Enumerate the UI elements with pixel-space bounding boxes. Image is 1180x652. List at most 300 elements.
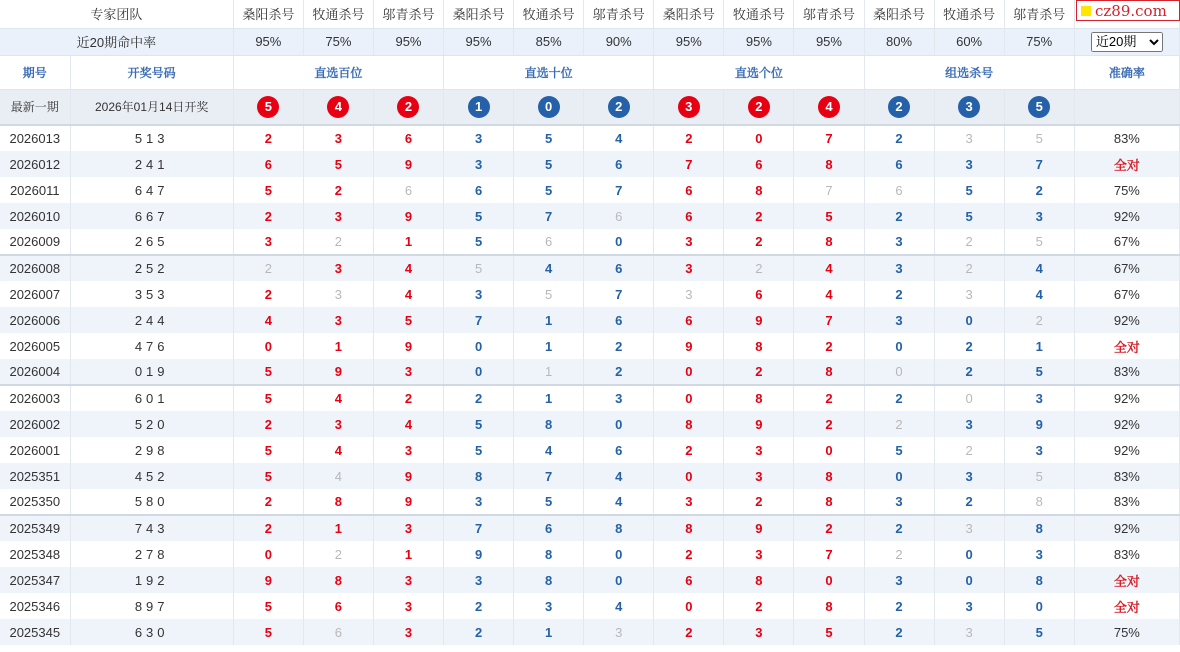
kill-cell <box>303 385 373 411</box>
kill-cell <box>934 541 1004 567</box>
kill-cell <box>233 333 303 359</box>
kill-number: 2 <box>895 546 903 562</box>
expert-row <box>0 0 1180 28</box>
kill-cell <box>724 333 794 359</box>
site-logo[interactable] <box>1076 0 1180 21</box>
kill-number: 7 <box>825 182 833 198</box>
table-row <box>0 463 1180 489</box>
draw-header: 开奖号码 <box>70 55 233 89</box>
kill-cell <box>233 177 303 203</box>
draw-number-cell: 298 <box>70 437 233 463</box>
kill-number: 3 <box>264 234 272 249</box>
kill-cell <box>444 151 514 177</box>
accuracy-cell: 全对 <box>1074 567 1179 593</box>
kill-cell <box>514 385 584 411</box>
expert-name: 牧通杀号 <box>724 0 794 28</box>
draw-number-cell: 601 <box>70 385 233 411</box>
kill-number: 0 <box>474 338 483 354</box>
kill-cell <box>724 489 794 515</box>
kill-cell <box>373 281 443 307</box>
kill-number: 2 <box>895 131 903 146</box>
kill-number: 0 <box>825 572 833 588</box>
kill-number: 1 <box>545 391 553 406</box>
hit-rate-value: 60% <box>934 28 1004 55</box>
kill-number: 3 <box>474 494 483 509</box>
kill-cell <box>373 229 443 255</box>
latest-ball: 1 <box>468 96 490 118</box>
kill-number: 5 <box>264 598 272 614</box>
kill-number: 6 <box>545 234 553 249</box>
kill-cell <box>934 437 1004 463</box>
kill-number: 2 <box>965 442 973 458</box>
kill-number: 4 <box>334 468 343 484</box>
kill-cell <box>724 255 794 281</box>
kill-cell <box>514 229 584 255</box>
kill-number: 8 <box>1035 572 1043 588</box>
period-range-select[interactable] <box>1091 32 1163 52</box>
period-cell: 2025351 <box>0 463 70 489</box>
hit-rate-value: 95% <box>724 28 794 55</box>
hit-rate-value: 90% <box>584 28 654 55</box>
logo-square-icon <box>1081 6 1091 16</box>
accuracy-cell: 92% <box>1074 307 1179 333</box>
accuracy-cell: 83% <box>1074 489 1179 515</box>
kill-cell <box>1004 515 1074 541</box>
kill-cell <box>934 567 1004 593</box>
kill-number: 2 <box>895 286 903 302</box>
kill-cell <box>724 385 794 411</box>
kill-cell <box>514 203 584 229</box>
kill-number: 5 <box>334 156 343 172</box>
kill-number: 4 <box>825 286 833 302</box>
kill-cell <box>724 359 794 385</box>
kill-number: 3 <box>1035 442 1043 458</box>
kill-cell <box>654 411 724 437</box>
kill-cell <box>934 307 1004 333</box>
kill-cell <box>724 437 794 463</box>
kill-cell <box>514 619 584 645</box>
kill-cell <box>794 333 864 359</box>
accuracy-cell: 83% <box>1074 463 1179 489</box>
kill-number: 3 <box>615 624 623 640</box>
kill-cell <box>584 437 654 463</box>
kill-cell <box>864 489 934 515</box>
table-row <box>0 437 1180 463</box>
kill-number: 6 <box>334 624 343 640</box>
kill-number: 3 <box>334 131 343 146</box>
kill-number: 9 <box>404 494 413 509</box>
kill-number: 2 <box>965 234 973 249</box>
kill-cell <box>654 463 724 489</box>
kill-number: 6 <box>334 598 343 614</box>
kill-number: 3 <box>404 572 413 588</box>
kill-cell <box>1004 203 1074 229</box>
kill-number: 3 <box>404 364 413 379</box>
kill-cell <box>514 359 584 385</box>
kill-number: 2 <box>685 624 693 640</box>
kill-cell <box>934 151 1004 177</box>
kill-number: 2 <box>1035 182 1043 198</box>
draw-number-cell: 520 <box>70 411 233 437</box>
kill-cell <box>654 489 724 515</box>
kill-cell <box>1004 385 1074 411</box>
kill-cell <box>514 567 584 593</box>
kill-number: 2 <box>264 131 272 146</box>
kill-number: 2 <box>965 494 973 509</box>
kill-number: 3 <box>404 624 413 640</box>
kill-number: 9 <box>685 338 693 354</box>
kill-number: 2 <box>755 261 763 276</box>
kill-number: 0 <box>264 546 272 562</box>
latest-label: 最新一期 <box>0 89 70 125</box>
kill-number: 7 <box>685 156 693 172</box>
accuracy-header: 准确率 <box>1074 55 1179 89</box>
kill-number: 6 <box>685 208 693 224</box>
kill-cell <box>934 463 1004 489</box>
kill-number: 3 <box>965 598 973 614</box>
kill-number: 5 <box>545 494 553 509</box>
kill-number: 9 <box>264 572 272 588</box>
kill-cell <box>514 411 584 437</box>
kill-cell <box>1004 281 1074 307</box>
kill-number: 4 <box>825 261 833 276</box>
table-row <box>0 203 1180 229</box>
draw-number-cell: 743 <box>70 515 233 541</box>
kill-cell <box>444 463 514 489</box>
kill-number: 7 <box>615 182 623 198</box>
kill-cell <box>303 203 373 229</box>
kill-cell <box>303 333 373 359</box>
kill-cell <box>1004 437 1074 463</box>
kill-number: 3 <box>334 286 343 302</box>
kill-number: 8 <box>1035 521 1043 536</box>
kill-cell <box>303 359 373 385</box>
kill-number: 2 <box>895 624 903 640</box>
draw-number-cell: 476 <box>70 333 233 359</box>
kill-number: 7 <box>825 546 833 562</box>
kill-number: 8 <box>755 572 763 588</box>
accuracy-cell: 全对 <box>1074 151 1179 177</box>
kill-number: 5 <box>965 208 973 224</box>
kill-cell <box>303 567 373 593</box>
accuracy-cell: 83% <box>1074 541 1179 567</box>
kill-number: 2 <box>755 598 763 614</box>
kill-cell <box>584 151 654 177</box>
kill-number: 5 <box>895 442 903 458</box>
hit-rate-value: 95% <box>233 28 303 55</box>
accuracy-cell: 75% <box>1074 619 1179 645</box>
kill-number: 1 <box>545 364 553 379</box>
kill-cell <box>233 437 303 463</box>
kill-number: 2 <box>474 598 483 614</box>
kill-cell <box>864 411 934 437</box>
period-cell: 2025348 <box>0 541 70 567</box>
kill-cell <box>724 411 794 437</box>
kill-cell <box>303 281 373 307</box>
kill-number: 3 <box>895 312 903 328</box>
kill-cell <box>1004 541 1074 567</box>
kill-number: 9 <box>1035 416 1043 432</box>
kill-cell <box>373 489 443 515</box>
kill-number: 4 <box>545 261 553 276</box>
kill-cell <box>303 515 373 541</box>
kill-cell <box>794 255 864 281</box>
kill-number: 2 <box>615 338 623 354</box>
kill-cell <box>724 229 794 255</box>
kill-cell <box>303 125 373 151</box>
kill-cell <box>373 593 443 619</box>
accuracy-cell: 67% <box>1074 281 1179 307</box>
kill-cell <box>794 437 864 463</box>
kill-cell <box>724 281 794 307</box>
kill-number: 2 <box>755 494 763 509</box>
kill-number: 3 <box>685 234 693 249</box>
kill-cell <box>724 541 794 567</box>
kill-cell <box>444 203 514 229</box>
draw-number-cell: 513 <box>70 125 233 151</box>
hit-rate-value: 95% <box>654 28 724 55</box>
kill-cell <box>654 567 724 593</box>
kill-number: 3 <box>965 624 973 640</box>
table-row <box>0 359 1180 385</box>
kill-cell <box>303 411 373 437</box>
kill-cell <box>444 307 514 333</box>
kill-number: 5 <box>1035 364 1043 379</box>
kill-cell <box>654 307 724 333</box>
accuracy-cell: 全对 <box>1074 593 1179 619</box>
kill-number: 8 <box>825 598 833 614</box>
kill-cell <box>1004 593 1074 619</box>
kill-number: 8 <box>545 572 553 588</box>
kill-number: 3 <box>895 234 903 249</box>
kill-number: 3 <box>334 416 343 432</box>
kill-number: 7 <box>474 521 483 536</box>
kill-number: 7 <box>825 131 833 146</box>
kill-cell <box>654 437 724 463</box>
kill-cell <box>934 333 1004 359</box>
kill-cell <box>794 125 864 151</box>
kill-number: 2 <box>264 521 272 536</box>
kill-number: 9 <box>755 521 763 536</box>
kill-cell <box>584 463 654 489</box>
kill-cell <box>514 125 584 151</box>
kill-cell <box>584 255 654 281</box>
expert-name: 邬青杀号 <box>794 0 864 28</box>
kill-number: 8 <box>545 546 553 562</box>
kill-cell <box>864 281 934 307</box>
kill-cell <box>373 177 443 203</box>
kill-cell <box>934 411 1004 437</box>
kill-cell <box>233 385 303 411</box>
kill-cell <box>1004 333 1074 359</box>
kill-number: 2 <box>264 208 272 224</box>
kill-number: 8 <box>334 494 343 509</box>
kill-cell <box>724 463 794 489</box>
draw-number-cell: 452 <box>70 463 233 489</box>
kill-cell <box>794 619 864 645</box>
kill-cell <box>233 515 303 541</box>
kill-cell <box>373 437 443 463</box>
kill-number: 9 <box>404 208 413 224</box>
kill-number: 7 <box>825 312 833 328</box>
kill-number: 9 <box>404 468 413 484</box>
kill-cell <box>303 177 373 203</box>
kill-number: 5 <box>264 391 272 406</box>
table-row <box>0 385 1180 411</box>
kill-cell <box>444 125 514 151</box>
kill-number: 0 <box>685 468 693 484</box>
kill-cell <box>1004 619 1074 645</box>
period-cell: 2026001 <box>0 437 70 463</box>
kill-number: 2 <box>264 261 272 276</box>
table-row <box>0 593 1180 619</box>
kill-cell <box>514 593 584 619</box>
kill-number: 2 <box>334 234 343 249</box>
kill-number: 9 <box>334 364 343 379</box>
kill-number: 0 <box>755 131 763 146</box>
accuracy-cell: 67% <box>1074 255 1179 281</box>
kill-cell <box>934 515 1004 541</box>
kill-cell <box>724 125 794 151</box>
kill-number: 3 <box>1035 391 1043 406</box>
kill-cell <box>1004 229 1074 255</box>
kill-cell <box>654 541 724 567</box>
period-cell: 2025347 <box>0 567 70 593</box>
kill-number: 3 <box>965 156 973 172</box>
kill-number: 2 <box>895 416 903 432</box>
kill-cell <box>584 307 654 333</box>
latest-ball: 2 <box>608 96 630 118</box>
kill-number: 8 <box>825 494 833 509</box>
kill-number: 2 <box>755 234 763 249</box>
kill-cell <box>934 229 1004 255</box>
kill-number: 8 <box>755 182 763 198</box>
kill-cell <box>1004 307 1074 333</box>
kill-number: 4 <box>334 391 343 406</box>
kill-cell <box>584 177 654 203</box>
kill-cell <box>864 177 934 203</box>
kill-cell <box>233 411 303 437</box>
kill-cell <box>654 151 724 177</box>
kill-cell <box>1004 411 1074 437</box>
expert-name: 桑阳杀号 <box>233 0 303 28</box>
kill-cell <box>444 619 514 645</box>
kill-cell <box>864 203 934 229</box>
kill-number: 7 <box>1035 156 1043 172</box>
draw-number-cell: 897 <box>70 593 233 619</box>
kill-cell <box>724 151 794 177</box>
latest-ball: 0 <box>538 96 560 118</box>
draw-number-cell: 667 <box>70 203 233 229</box>
period-cell: 2026013 <box>0 125 70 151</box>
kill-number: 2 <box>755 208 763 224</box>
kill-number: 6 <box>895 182 903 198</box>
kill-number: 2 <box>404 391 413 406</box>
draw-number-cell: 192 <box>70 567 233 593</box>
kill-number: 2 <box>264 494 272 509</box>
kill-cell <box>373 203 443 229</box>
kill-number: 9 <box>755 416 763 432</box>
draw-number-cell: 278 <box>70 541 233 567</box>
kill-cell <box>233 281 303 307</box>
kill-number: 5 <box>264 624 272 640</box>
kill-number: 5 <box>264 182 272 198</box>
table-row <box>0 255 1180 281</box>
kill-cell <box>373 385 443 411</box>
kill-cell <box>303 489 373 515</box>
kill-number: 2 <box>895 521 903 536</box>
kill-number: 3 <box>755 546 763 562</box>
kill-cell <box>584 333 654 359</box>
period-cell: 2026009 <box>0 229 70 255</box>
kill-cell <box>233 541 303 567</box>
kill-number: 3 <box>755 442 763 458</box>
kill-number: 6 <box>404 131 413 146</box>
kill-cell <box>584 489 654 515</box>
kill-number: 3 <box>1035 546 1043 562</box>
kill-number: 6 <box>474 182 483 198</box>
table-row <box>0 333 1180 359</box>
kill-cell <box>584 281 654 307</box>
kill-number: 6 <box>615 156 623 172</box>
expert-name: 牧通杀号 <box>934 0 1004 28</box>
draw-number-cell: 630 <box>70 619 233 645</box>
table-row <box>0 177 1180 203</box>
kill-cell <box>584 203 654 229</box>
kill-number: 6 <box>615 442 623 458</box>
kill-cell <box>444 567 514 593</box>
kill-number: 1 <box>334 338 343 354</box>
kill-cell <box>373 463 443 489</box>
kill-cell <box>303 437 373 463</box>
kill-number: 0 <box>965 312 973 328</box>
expert-name: 牧通杀号 <box>514 0 584 28</box>
kill-cell <box>584 359 654 385</box>
kill-cell <box>444 333 514 359</box>
table-row <box>0 229 1180 255</box>
kill-number: 5 <box>1035 624 1043 640</box>
kill-cell <box>373 619 443 645</box>
kill-number: 5 <box>474 208 483 224</box>
kill-cell <box>724 307 794 333</box>
kill-number: 6 <box>685 182 693 198</box>
kill-number: 3 <box>615 391 623 406</box>
kill-number: 1 <box>404 546 413 562</box>
kill-cell <box>584 593 654 619</box>
kill-cell <box>864 567 934 593</box>
period-cell: 2026004 <box>0 359 70 385</box>
kill-cell <box>654 593 724 619</box>
kill-cell <box>794 411 864 437</box>
kill-cell <box>724 177 794 203</box>
kill-number: 3 <box>965 131 973 146</box>
kill-number: 0 <box>965 572 973 588</box>
kill-number: 5 <box>825 624 833 640</box>
kill-cell <box>233 255 303 281</box>
kill-number: 8 <box>755 391 763 406</box>
kill-cell <box>724 619 794 645</box>
kill-number: 3 <box>334 208 343 224</box>
kill-number: 8 <box>545 416 553 432</box>
kill-number: 0 <box>895 364 903 379</box>
kill-cell <box>514 177 584 203</box>
kill-number: 3 <box>965 286 973 302</box>
kill-cell <box>303 255 373 281</box>
kill-number: 9 <box>404 156 413 172</box>
kill-number: 5 <box>545 286 553 302</box>
kill-number: 3 <box>474 572 483 588</box>
kill-cell <box>934 359 1004 385</box>
